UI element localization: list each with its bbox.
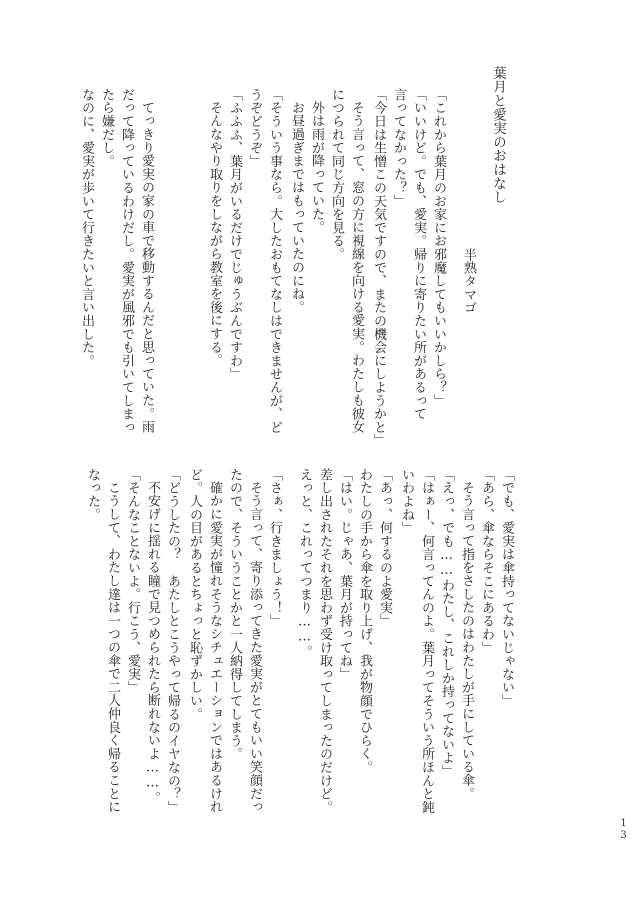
text-line: そう言って、窓の方に視線を向ける愛実。わたしも彼女 [349,101,364,434]
text-line: 不安げに揺れる瞳で見つめられたら断れないよ……。 [145,481,160,805]
text-line: 「どうしたの？ あたしとこうやって帰るのイヤなの？」 [165,468,180,814]
text-line: なのに、愛実が歩いて行きたいと言い出した。 [79,88,94,368]
text-line: そう言って、寄り添ってきた愛実がとてもいい笑顔だっ [247,481,262,814]
text-line: につられて同じ方向を見る。 [329,88,344,261]
text-line: 「そんなことないよ。行こう、愛実」 [125,468,140,695]
text-line: 「はぁー、何言ってんのよ。葉月ってそういう所ほんと鈍 [419,468,434,814]
text-line: たら嫌だし。 [99,88,114,168]
text-line: たので、そういうことかと一人納得してしまう。 [227,468,242,761]
text-line: 「これから葉月のお家にお邪魔してもいいかしら？」 [431,88,446,408]
text-line: 「でも、愛実は傘持ってないじゃない」 [499,468,514,708]
text-line: 確かに愛実が憧れそうなシチュエーションではあるけれ [207,481,222,814]
text-line: えっと、これってつまり……。 [297,468,312,659]
text-line: 「今日は生憎この天気ですので、またの機会にしようかと」 [371,88,386,448]
text-line: 「あら、傘ならそこにあるわ」 [479,468,494,655]
text-line: だって降っているわけだし。愛実が風邪でも引いてしまっ [119,88,134,434]
text-line: いわよね」 [399,468,414,535]
text-line: 「えっ、でも……わたし、これしか持ってないよ」 [439,468,454,778]
text-line: 「いいけど。でも、愛実。帰りに寄りたい所があるって [411,88,426,421]
text-line: お昼過ぎまではもっていたのにね。 [289,101,304,314]
text-line: 「そういう事なら。大したおもてなしはできませんが、ど [267,88,282,434]
text-line: なった。 [85,468,100,522]
author-name: 半熟タマゴ [461,248,476,315]
text-line: うぞどうぞ」 [247,88,262,168]
text-line: そんなやり取りをしながら教室を後にする。 [207,101,222,367]
text-line: こうして、わたし達は一つの傘で二人仲良く帰ることに [105,481,120,814]
text-line: 「はい。じゃあ、葉月が持ってね」 [337,468,352,681]
text-line: 「さぁ、行きましょう！」 [267,468,282,628]
text-line: ど。人の目があるとちょっと恥ずかしい。 [187,468,202,721]
text-line: 「ふふふ、葉月がいるだけでじゅうぶんですわ」 [227,88,242,381]
text-line: 外は雨が降っていた。 [309,101,324,234]
text-line: てっきり愛実の家の車で移動するんだと思っていた。雨 [139,101,154,434]
text-line: 「あっ、何するのよ愛実」 [377,468,392,628]
story-title: 葉月と愛実のおはなし [490,66,506,204]
text-line: そう言って指をさしたのはわたしが手にしている傘。 [459,481,474,801]
text-line: 差し出されたそれを思わず受け取ってしまったのだけど。 [317,468,332,814]
page-number: 13 [618,818,629,842]
text-line: 言ってなかった？」 [391,88,406,208]
text-line: わたしの手から傘を取り上げ、我が物顔でひらく。 [357,468,372,774]
